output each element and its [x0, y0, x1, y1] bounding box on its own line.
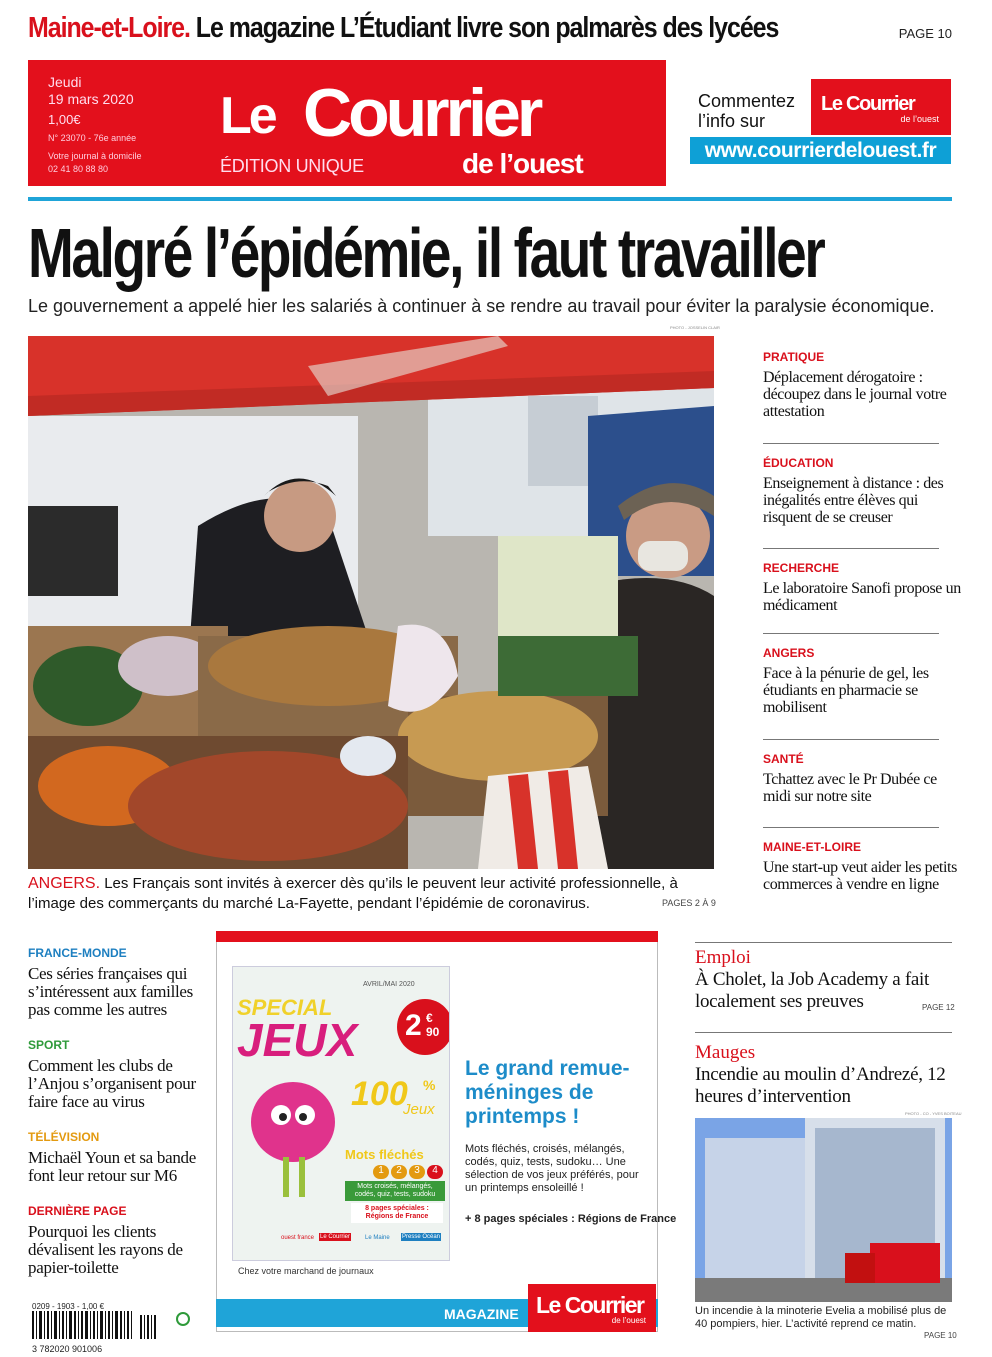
ad-red-bar: [216, 931, 658, 942]
mill-illustration: [695, 1118, 952, 1302]
rail-text: Une start-up veut aider les petits commerces à vendre en ligne: [763, 859, 957, 893]
rail-category: SANTÉ: [763, 752, 804, 766]
rail-text: Enseignement à distance : des inégalités entre élèves qui risquent de se creuser: [763, 475, 944, 526]
cover-number: 3: [409, 1165, 425, 1179]
teaser-region: Maine-et-Loire.: [28, 12, 190, 44]
emploi-page: PAGE 12: [922, 1003, 955, 1012]
recycle-icon: [176, 1312, 190, 1326]
ad-plus: + 8 pages spéciales : Régions de France: [465, 1213, 677, 1225]
ad-magazine-label: MAGAZINE: [444, 1306, 519, 1322]
rail-text: Tchattez avec le Pr Dubée ce midi sur notre site: [763, 771, 937, 805]
section-category: TÉLÉVISION: [28, 1130, 100, 1144]
rail-category: PRATIQUE: [763, 350, 825, 364]
barcode: [32, 1302, 162, 1352]
mill-caption: Un incendie à la minoterie Evelia a mobilisé plus de 40 pompiers, hier. L’activité reprend ce matin.: [695, 1305, 947, 1330]
mauges-photo-credit: PHOTO - CO - YVES BOITEAU: [905, 1111, 962, 1116]
rail-category: ÉDUCATION: [763, 456, 834, 470]
mauges-text: Incendie au moulin d’Andrezé, 12 heures d’intervention: [695, 1064, 946, 1107]
logo-le: Le: [220, 87, 275, 145]
masthead-issue: N° 23070 - 76e année: [48, 133, 137, 143]
section-text: Michaël Youn et sa bande font leur retour sur M6: [28, 1148, 196, 1185]
masthead-price: 1,00€: [48, 112, 81, 127]
cover-date: AVRIL/MAI 2020: [363, 981, 415, 988]
section-category: DERNIÈRE PAGE: [28, 1204, 127, 1218]
cover-brand-maine: Le Maine: [365, 1235, 390, 1241]
emploi-text: À Cholet, la Job Academy a fait localement ses preuves: [695, 969, 929, 1012]
emploi-teaser[interactable]: [695, 947, 952, 1013]
rail-item[interactable]: [763, 350, 968, 420]
photo-credit: PHOTO - JOSSELIN CLAIR: [670, 325, 720, 330]
teaser-text: Le magazine L’Étudiant livre son palmarès des lycées: [195, 12, 779, 44]
section-teaser[interactable]: [28, 1130, 208, 1185]
divider: [763, 443, 939, 444]
cover-brand-presse: Presse Océan: [402, 1234, 441, 1240]
mill-page: PAGE 10: [924, 1331, 957, 1340]
barcode-top: 0209 - 1903 - 1,00 €: [32, 1302, 105, 1311]
mauges-category: Mauges: [695, 1042, 756, 1063]
rail-category: RECHERCHE: [763, 561, 840, 575]
cover-price-cents: 90: [426, 1025, 440, 1039]
divider: [695, 942, 952, 943]
cover-pct: %: [423, 1077, 436, 1093]
headline[interactable]: Malgré l’épidémie, il faut travailler: [28, 214, 824, 292]
cover-special: SPECIAL: [237, 995, 333, 1020]
top-teaser[interactable]: [28, 12, 778, 45]
divider: [763, 827, 939, 828]
rail-item[interactable]: [763, 456, 968, 526]
caption-text: Les Français sont invités à exercer dès qu’ils le peuvent leur activité professionnelle, à l’image des commerçants du marché La-Fayette, pendant l’épidémie de coronavirus.: [28, 875, 678, 912]
cover-number: 4: [427, 1165, 443, 1179]
mill-photo[interactable]: [695, 1118, 952, 1302]
rail-text: Le laboratoire Sanofi propose un médicament: [763, 580, 961, 614]
rail-text: Face à la pénurie de gel, les étudiants en pharmacie se mobilisent: [763, 665, 929, 716]
promo-line-2: l’info sur: [698, 111, 766, 131]
masthead: [28, 60, 666, 186]
promo-line-1: Commentez: [698, 91, 796, 111]
barcode-bottom: 3 782020 901006: [32, 1344, 103, 1354]
divider: [763, 633, 939, 634]
masthead-date: 19 mars 2020: [48, 91, 134, 107]
ad-vendor: Chez votre marchand de journaux: [238, 1266, 374, 1276]
main-photo[interactable]: [28, 336, 714, 869]
cover-games: Mots croisés, mélangés, codés, quiz, tests, sudoku: [345, 1181, 445, 1201]
mascot-illustration: [243, 1077, 343, 1207]
magazine-cover: [232, 966, 450, 1261]
cover-100: 100: [351, 1075, 408, 1113]
ad-logo-ouest: de l’ouest: [611, 1316, 646, 1325]
ad-title: Le grand remue-méninges de printemps !: [465, 1057, 630, 1128]
emploi-category: Emploi: [695, 947, 751, 968]
logo-de-louest: de l’ouest: [462, 148, 583, 179]
rail-text: Déplacement dérogatoire : découpez dans le journal votre attestation: [763, 369, 947, 420]
cover-jeux: JEUX: [237, 1014, 358, 1066]
rail-category: ANGERS: [763, 646, 815, 660]
section-text: Pourquoi les clients dévalisent les rayons de papier-toilette: [28, 1222, 183, 1277]
divider: [763, 739, 939, 740]
cover-price-euro: €: [426, 1011, 433, 1025]
promo-text: [698, 91, 795, 131]
logo-courrier: Courrier: [303, 75, 540, 151]
promo-logo-text: Le Courrier: [821, 93, 915, 115]
cover-price-main: 2: [405, 1009, 422, 1042]
divider: [763, 548, 939, 549]
cover-number: 1: [373, 1165, 389, 1179]
mauges-teaser[interactable]: [695, 1042, 952, 1108]
ad-logo: [528, 1284, 656, 1332]
rail-item[interactable]: [763, 646, 968, 716]
promo-logo[interactable]: [811, 79, 951, 135]
masthead-day: Jeudi: [48, 74, 82, 90]
subhead: Le gouvernement a appelé hier les salariés à continuer à se rendre au travail pour éviter la paralysie économique.: [28, 296, 935, 316]
rail-category: MAINE-ET-LOIRE: [763, 840, 861, 854]
cover-brand-courrier: Le Courrier: [320, 1234, 351, 1240]
rail-item[interactable]: [763, 840, 968, 893]
section-text: Ces séries françaises qui s’intéressent aux familles pas comme les autres: [28, 964, 193, 1019]
divider: [28, 197, 952, 201]
section-text: Comment les clubs de l’Anjou s’organisent pour faire face au virus: [28, 1056, 196, 1111]
cover-number: 2: [391, 1165, 407, 1179]
rail-item[interactable]: [763, 561, 968, 614]
website-link[interactable]: www.courrierdelouest.fr: [690, 137, 951, 164]
cover-jeux-small: Jeux: [403, 1101, 435, 1118]
section-teaser[interactable]: [28, 1204, 208, 1277]
cover-brand-ouest: ouest france: [281, 1235, 315, 1241]
masthead-edition: ÉDITION UNIQUE: [220, 156, 364, 176]
market-stall-illustration: [28, 336, 714, 869]
section-category: SPORT: [28, 1038, 70, 1052]
barcode-icon: [32, 1311, 162, 1339]
ad-logo-text: Le Courrier: [536, 1292, 644, 1318]
promo-logo-ouest: de l’ouest: [900, 114, 939, 124]
section-teaser[interactable]: [28, 1038, 208, 1111]
cover-fleches: Mots fléchés: [345, 1147, 424, 1162]
section-teaser[interactable]: [28, 946, 208, 1019]
photo-caption: [28, 874, 688, 914]
ad-description: Mots fléchés, croisés, mélangés, codés, quiz, tests, sudoku… Une sélection de vos jeux préférés, pour un printemps ensoleillé !: [465, 1143, 639, 1194]
teaser-page: PAGE 10: [898, 26, 952, 41]
cover-pages: 8 pages spéciales : Régions de France: [351, 1203, 443, 1223]
section-category: FRANCE-MONDE: [28, 946, 127, 960]
caption-place: ANGERS.: [28, 875, 101, 892]
rail-item[interactable]: [763, 752, 968, 805]
divider: [695, 1032, 952, 1033]
masthead-phone: 02 41 80 88 80: [48, 164, 109, 174]
caption-pages: PAGES 2 À 9: [662, 898, 716, 908]
masthead-home-delivery: Votre journal à domicile: [48, 151, 142, 161]
